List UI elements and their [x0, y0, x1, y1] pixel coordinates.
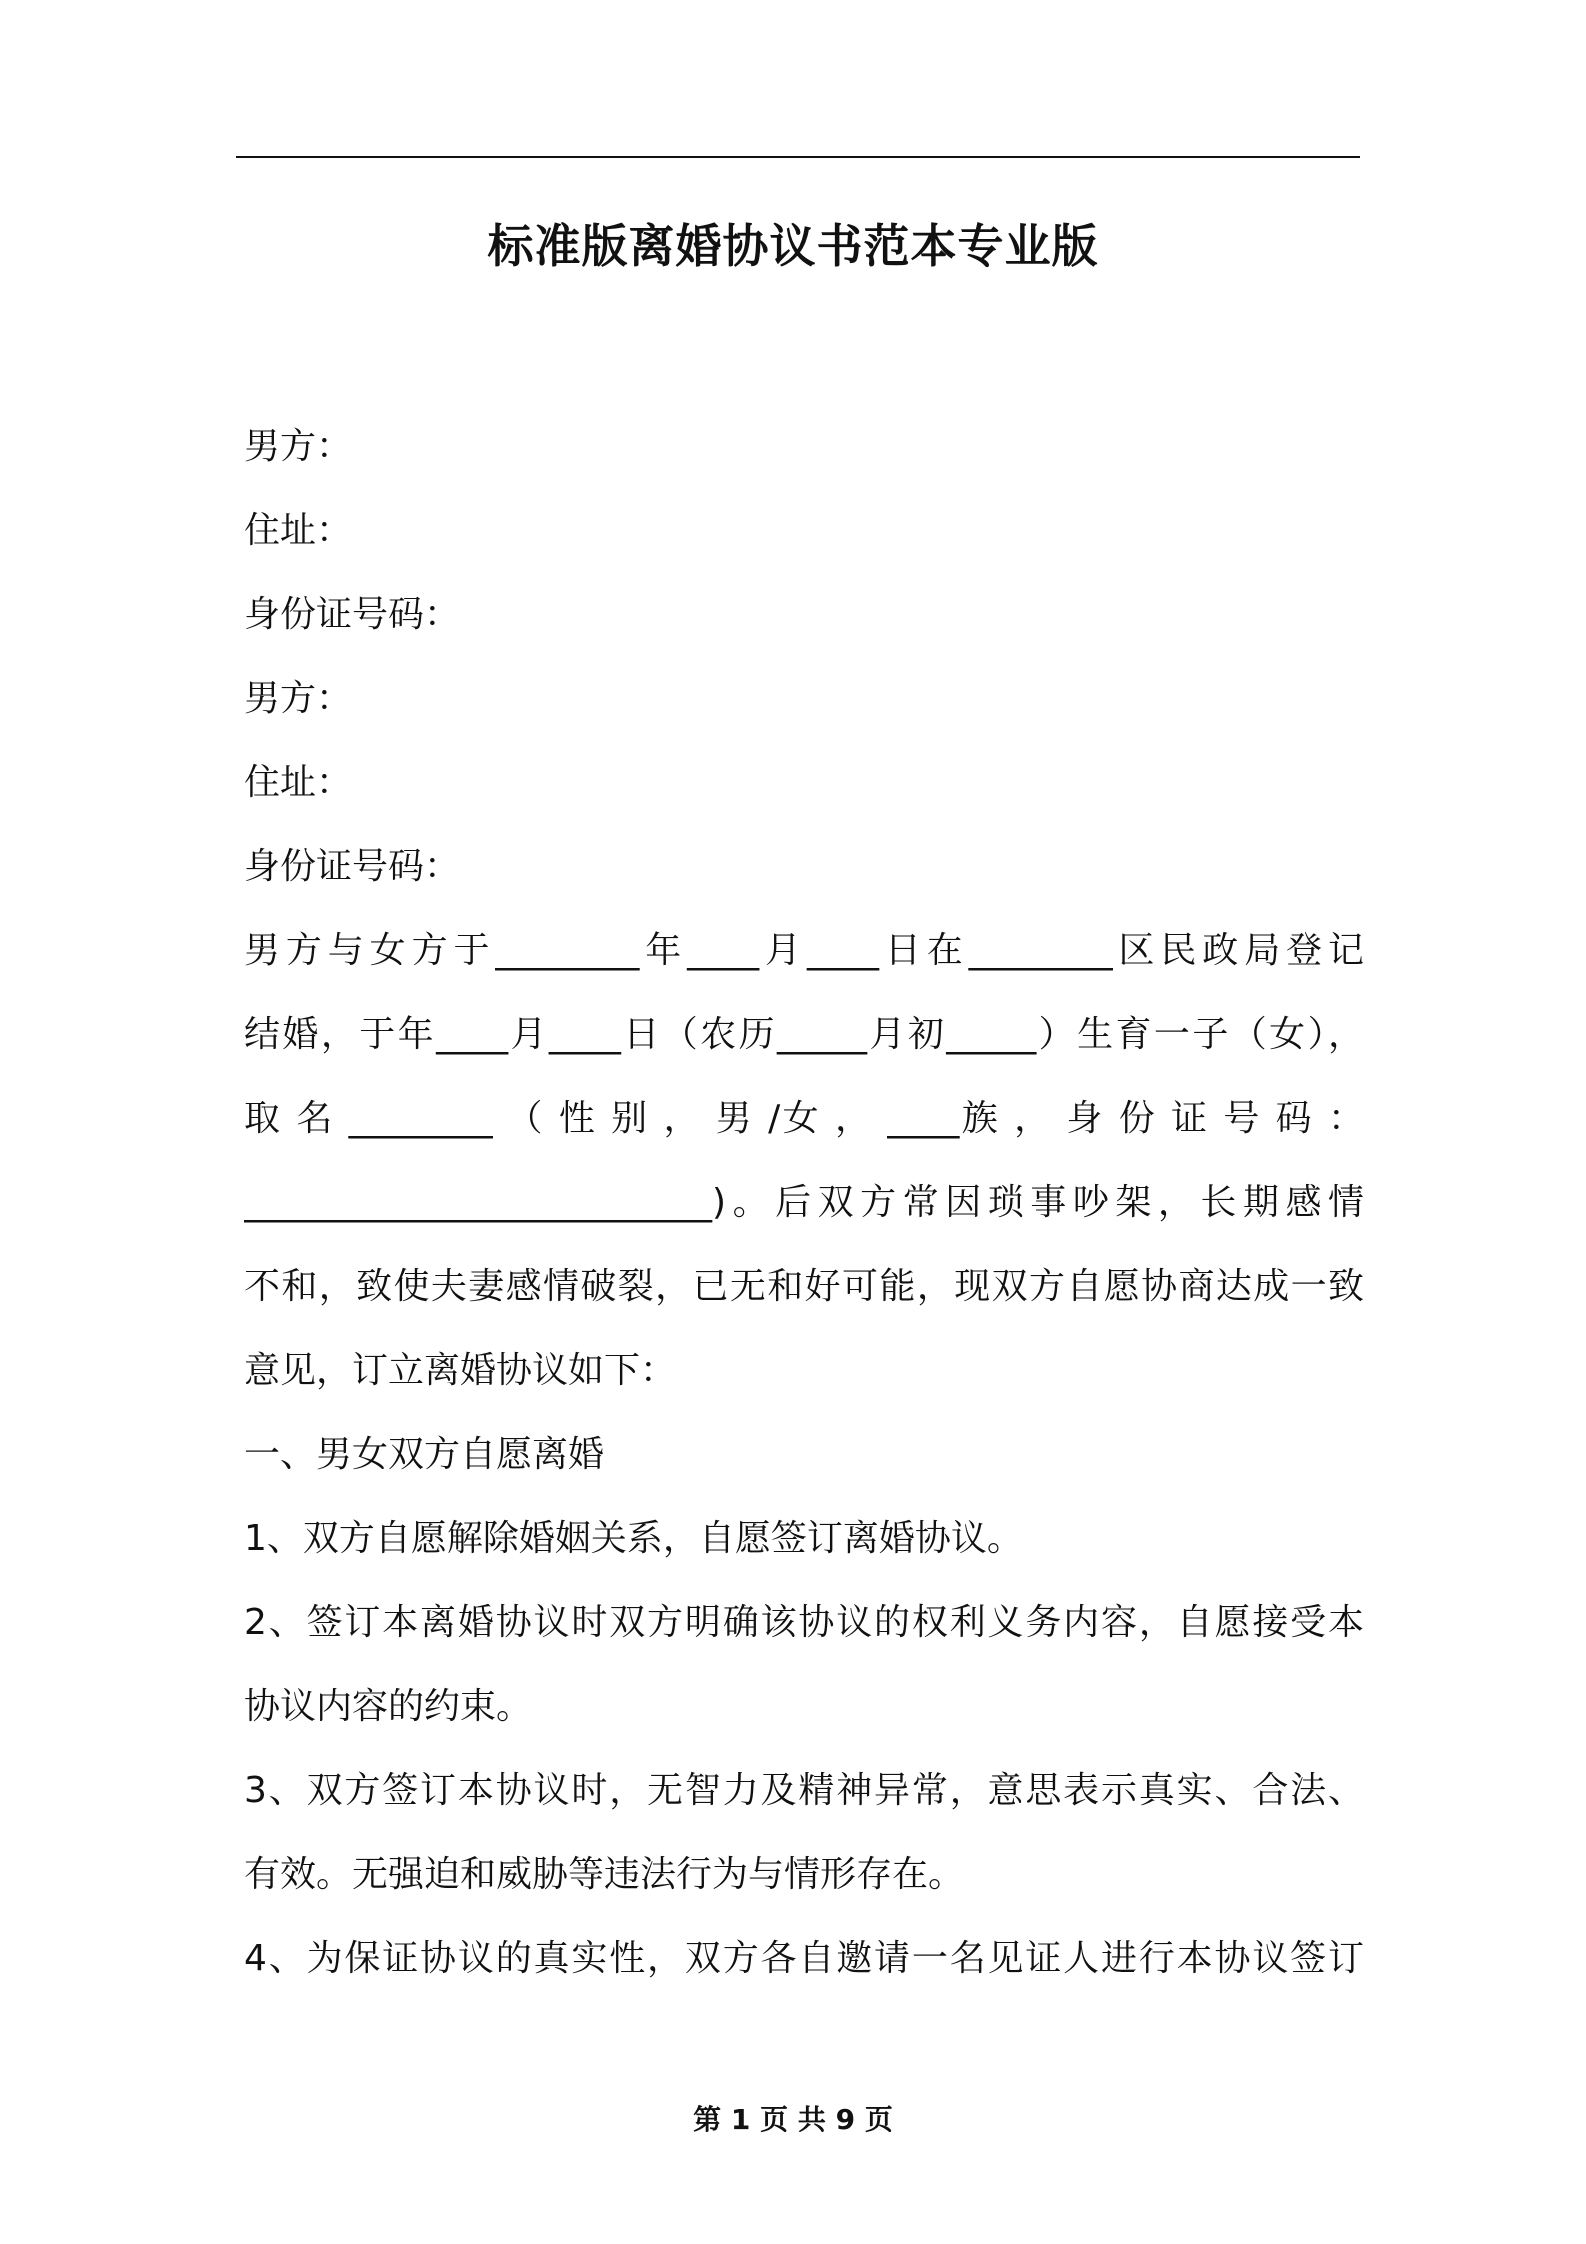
text-line: 男方与女方于________年____月____日在________区民政局登记 — [244, 930, 1364, 971]
text-line: 男方： — [244, 678, 353, 719]
text-line: 有效。无强迫和威胁等违法行为与情形存在。 — [244, 1854, 965, 1895]
text-line: 身份证号码： — [244, 846, 461, 887]
section-heading: 一、男女双方自愿离婚 — [244, 1434, 605, 1475]
text-line: 取 名 ________ （ 性 别 ， 男 /女 ， ____族 ， 身 份 证 号 码 ： — [244, 1098, 1364, 1139]
text-line: 不和，致使夫妻感情破裂，已无和好可能，现双方自愿协商达成一致 — [244, 1266, 1364, 1307]
text-line: 男方： — [244, 426, 353, 467]
page-footer: 第 1 页 共 9 页 — [693, 2103, 893, 2136]
text-line: __________________________)。后双方常因琐事吵架，长期感情 — [244, 1182, 1364, 1223]
page-title: 标准版离婚协议书范本专业版 — [487, 219, 1099, 273]
text-line: 4、为保证协议的真实性，双方各自邀请一名见证人进行本协议签订 — [244, 1938, 1364, 1979]
text-line: 意见，订立离婚协议如下： — [244, 1350, 677, 1391]
text-line: 3、双方签订本协议时，无智力及精神异常，意思表示真实、合法、 — [244, 1770, 1364, 1811]
text-line: 1、双方自愿解除婚姻关系，自愿签订离婚协议。 — [244, 1518, 1023, 1559]
text-line: 住址： — [244, 762, 353, 803]
document-body — [244, 405, 1364, 2001]
text-line: 结婚，于年____月____日（农历_____月初_____）生育一子（女）， — [244, 1014, 1364, 1055]
text-line: 协议内容的约束。 — [244, 1686, 533, 1727]
text-line: 身份证号码： — [244, 594, 461, 635]
text-line: 2、签订本离婚协议时双方明确该协议的权利义务内容，自愿接受本 — [244, 1602, 1364, 1643]
header-rule — [236, 156, 1360, 158]
text-line: 住址： — [244, 510, 353, 551]
